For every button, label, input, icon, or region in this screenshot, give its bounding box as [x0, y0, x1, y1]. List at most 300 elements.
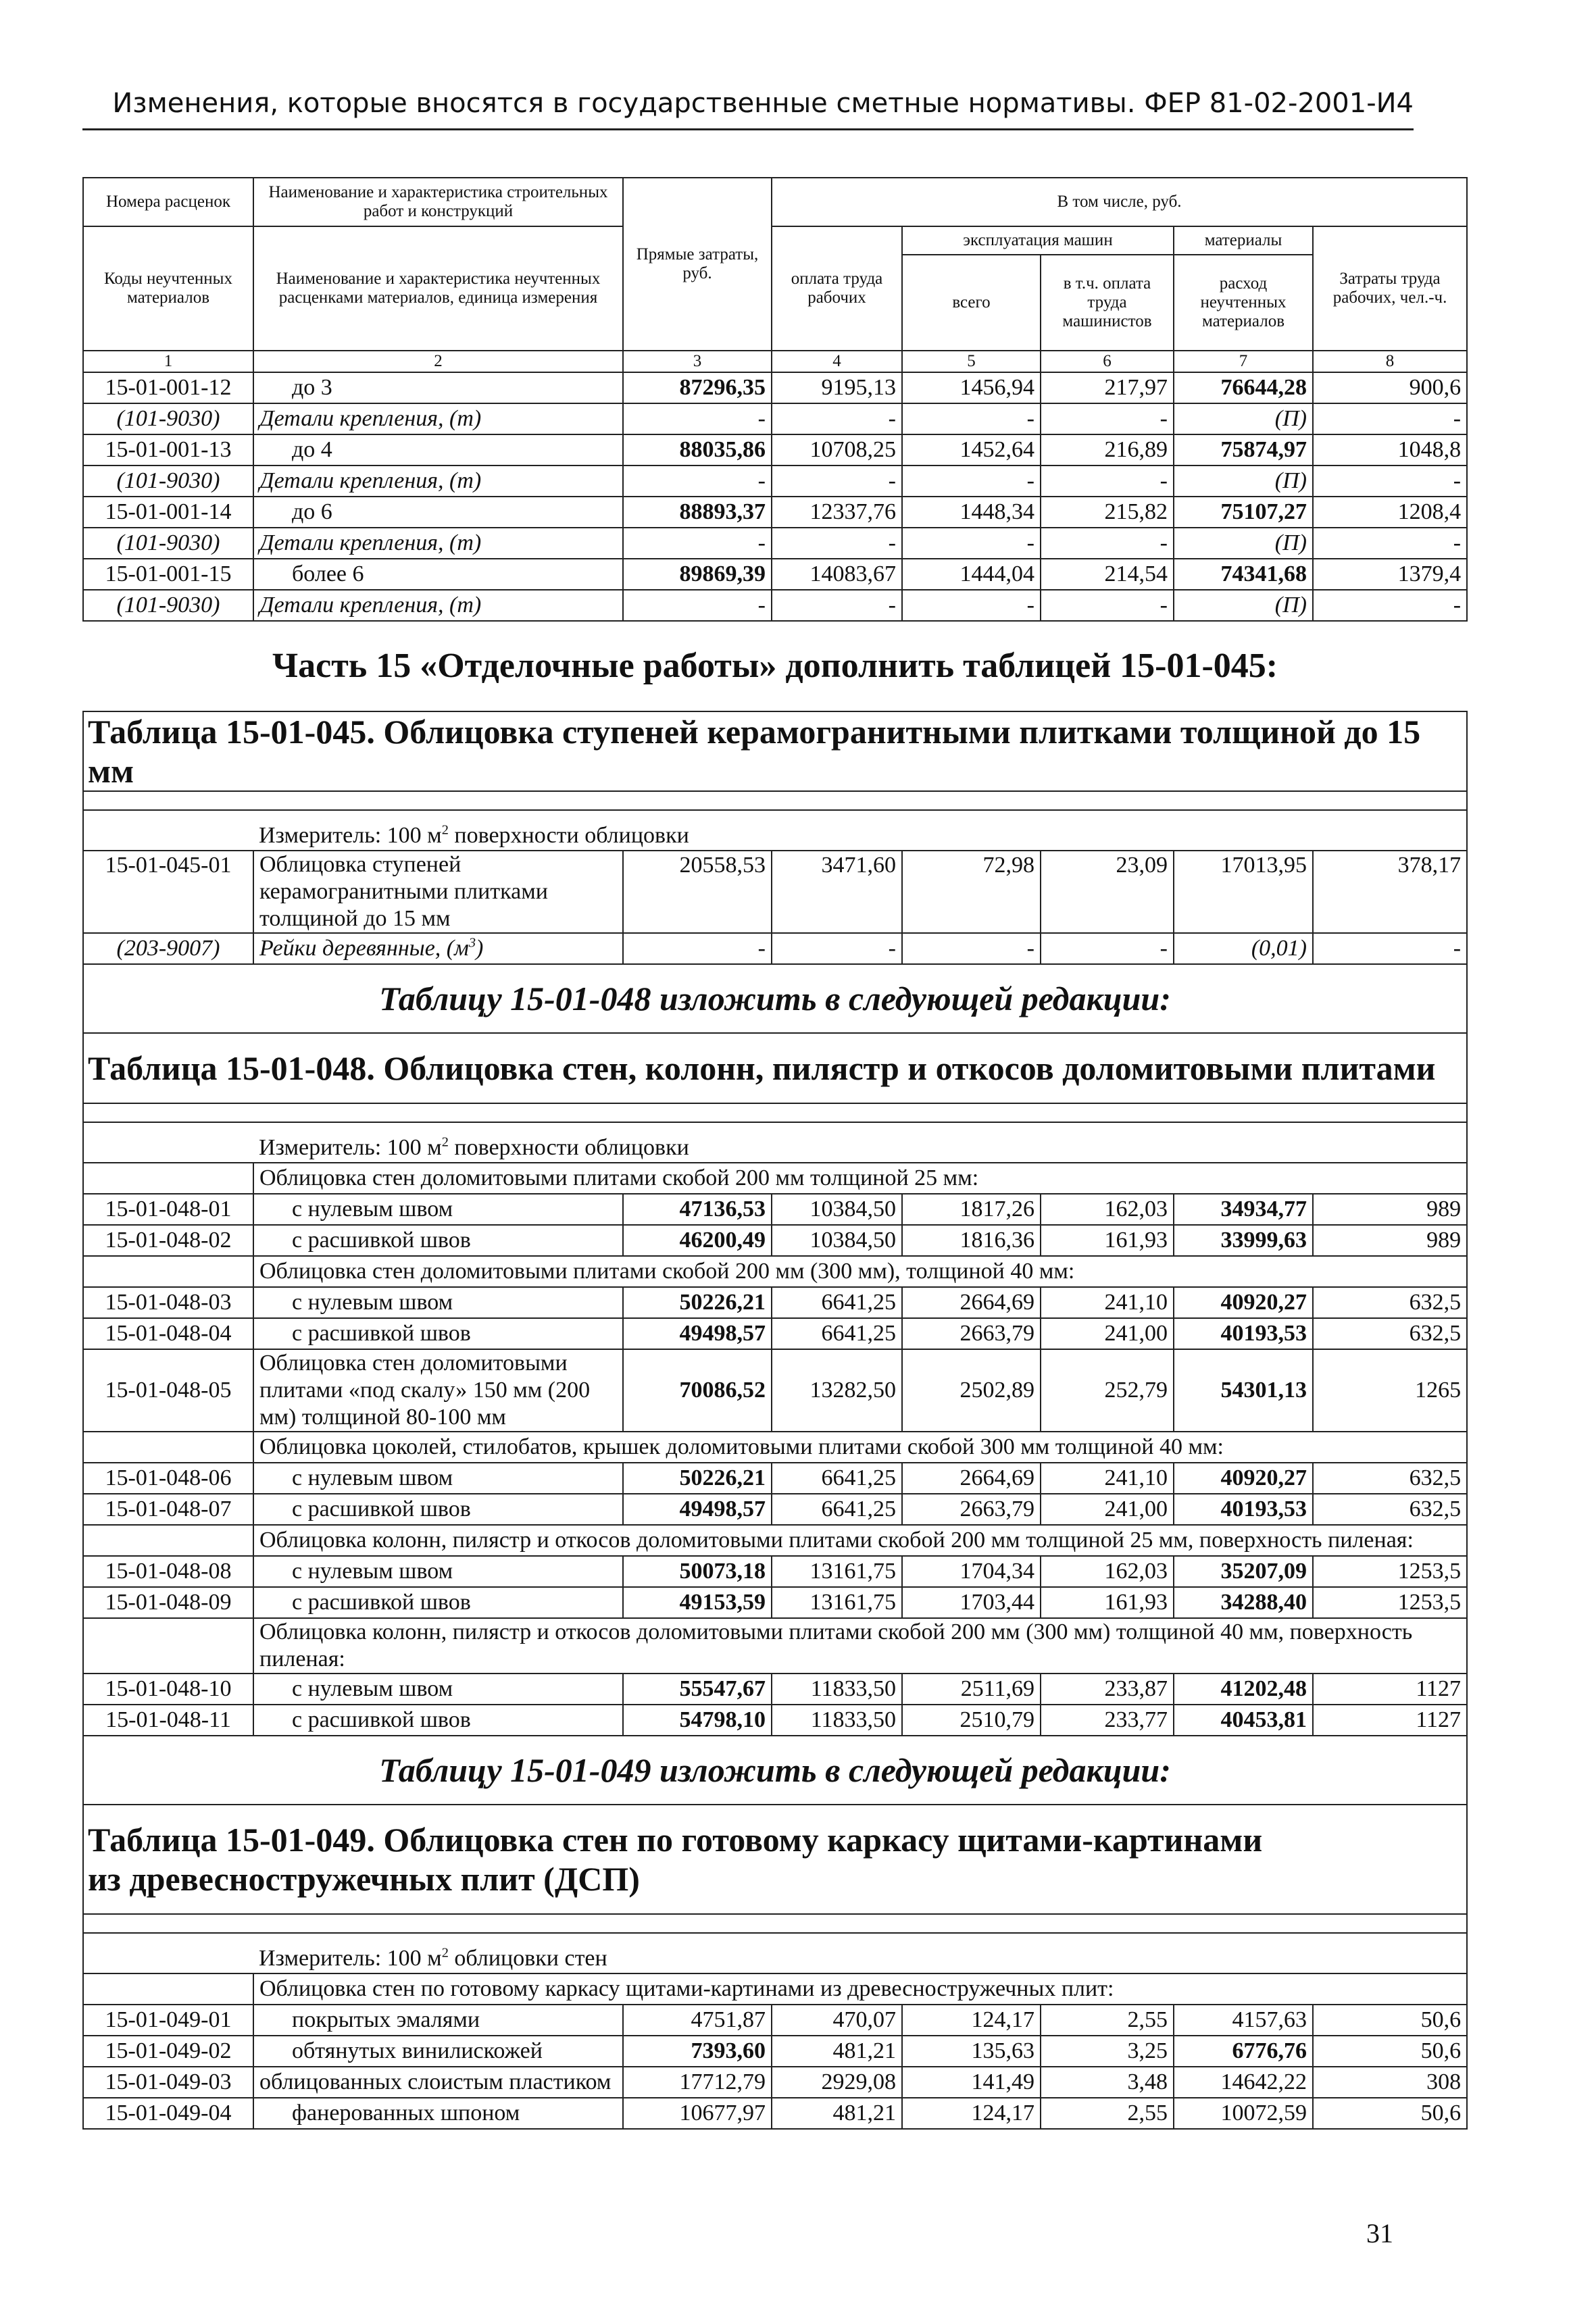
rate-code: 15-01-048-03 [83, 1287, 253, 1318]
table-row [83, 497, 1467, 528]
measure-text: Измеритель: 100 м [259, 1135, 442, 1160]
measure-blank [83, 1122, 253, 1163]
labor-hours: 989 [1313, 1194, 1467, 1225]
mat-direct: - [623, 403, 772, 434]
mat-direct: - [623, 933, 772, 964]
mat-hours: - [1313, 403, 1467, 434]
direct-cost: 88035,86 [623, 434, 772, 466]
machines-total: 1456,94 [902, 372, 1041, 403]
material-name [253, 933, 623, 964]
table-row [83, 1318, 1467, 1349]
table-title [83, 711, 1467, 791]
group-heading: Облицовка колонн, пилястр и откосов доломитовыми плитами скобой 200 мм (300 мм) толщиной 40 мм, поверхность пиленая: [253, 1618, 1467, 1674]
material-name: Детали крепления, (т) [253, 403, 623, 434]
mat-labor: - [772, 528, 902, 559]
page-number: 31 [1366, 2218, 1393, 2248]
machines-total: 2663,79 [902, 1494, 1041, 1525]
measure-unit [253, 1122, 1467, 1163]
machines-total: 1816,36 [902, 1225, 1041, 1256]
labor-hours: 1253,5 [1313, 1556, 1467, 1587]
work-name: с расшивкой швов [253, 1318, 623, 1349]
labor-pay: 11833,50 [772, 1705, 902, 1736]
machines-total: 1704,34 [902, 1556, 1041, 1587]
direct-cost: 89869,39 [623, 559, 772, 590]
col-number: 7 [1174, 351, 1313, 372]
direct-cost: 88893,37 [623, 497, 772, 528]
materials-cost: 34934,77 [1174, 1194, 1313, 1225]
material-name-sup: 3 [468, 935, 476, 951]
mat-materials: (П) [1174, 466, 1313, 497]
table-row [83, 1674, 1467, 1705]
materials-cost: 40920,27 [1174, 1287, 1313, 1318]
labor-pay: 470,07 [772, 2005, 902, 2036]
machines-total: 2664,69 [902, 1463, 1041, 1494]
labor-pay: 12337,76 [772, 497, 902, 528]
labor-hours: 308 [1313, 2067, 1467, 2098]
mat-machinists: - [1041, 403, 1174, 434]
group-row [83, 1525, 1467, 1556]
table-title [83, 1033, 1467, 1103]
mat-direct: - [623, 590, 772, 621]
work-name: более 6 [253, 559, 623, 590]
machines-total: 1817,26 [902, 1194, 1041, 1225]
direct-cost: 50073,18 [623, 1556, 772, 1587]
labor-pay: 9195,13 [772, 372, 902, 403]
measure-sup: 2 [441, 1134, 449, 1150]
mat-hours: - [1313, 933, 1467, 964]
rate-code: 15-01-048-07 [83, 1494, 253, 1525]
work-name: с нулевым швом [253, 1556, 623, 1587]
labor-hours: 1265 [1313, 1349, 1467, 1432]
head-group-machines: эксплуатация машин [902, 226, 1174, 255]
table-intro [83, 964, 1467, 1033]
table-row [83, 1225, 1467, 1256]
direct-cost: 7393,60 [623, 2036, 772, 2067]
machinists-pay: 241,10 [1041, 1463, 1174, 1494]
table-body [83, 178, 1467, 2129]
head-col7: расход неучтенных материалов [1174, 255, 1313, 351]
material-row [83, 590, 1467, 621]
machines-total: 1448,34 [902, 497, 1041, 528]
machinists-pay: 233,87 [1041, 1674, 1174, 1705]
materials-cost: 74341,68 [1174, 559, 1313, 590]
rate-code: 15-01-045-01 [83, 851, 253, 933]
labor-hours: 632,5 [1313, 1318, 1467, 1349]
materials-cost: 35207,09 [1174, 1556, 1313, 1587]
rate-code: 15-01-049-02 [83, 2036, 253, 2067]
spacer-row [83, 791, 1467, 810]
labor-hours: 50,6 [1313, 2098, 1467, 2129]
table-row [83, 851, 1467, 933]
group-row [83, 1973, 1467, 2005]
col-number: 3 [623, 351, 772, 372]
header-rule [82, 128, 1414, 130]
machinists-pay: 23,09 [1041, 851, 1174, 933]
materials-cost: 75874,97 [1174, 434, 1313, 466]
machinists-pay: 161,93 [1041, 1225, 1174, 1256]
mat-machines: - [902, 933, 1041, 964]
measure-text: облицовки стен [448, 1946, 607, 1971]
col-number: 6 [1041, 351, 1174, 372]
materials-cost: 76644,28 [1174, 372, 1313, 403]
direct-cost: 4751,87 [623, 2005, 772, 2036]
labor-pay: 10708,25 [772, 434, 902, 466]
rate-code: 15-01-048-08 [83, 1556, 253, 1587]
work-name: до 3 [253, 372, 623, 403]
machines-total: 2664,69 [902, 1287, 1041, 1318]
material-code: (101-9030) [83, 403, 253, 434]
mat-machinists: - [1041, 590, 1174, 621]
materials-cost: 6776,76 [1174, 2036, 1313, 2067]
measure-text: поверхности облицовки [448, 823, 689, 848]
materials-cost: 34288,40 [1174, 1587, 1313, 1618]
labor-pay: 11833,50 [772, 1674, 902, 1705]
mat-labor: - [772, 466, 902, 497]
materials-cost: 17013,95 [1174, 851, 1313, 933]
machines-total: 124,17 [902, 2098, 1041, 2129]
labor-hours: 1379,4 [1313, 559, 1467, 590]
machinists-pay: 2,55 [1041, 2098, 1174, 2129]
machines-total: 2663,79 [902, 1318, 1041, 1349]
material-name-text: Рейки деревянные, (м [259, 936, 469, 961]
table-row [83, 1194, 1467, 1225]
machinists-pay: 3,25 [1041, 2036, 1174, 2067]
rate-code: 15-01-048-02 [83, 1225, 253, 1256]
head-col2-bottom: Наименование и характеристика неучтенных расценками материалов, единица измерения [253, 226, 623, 351]
material-row [83, 933, 1467, 964]
work-name: с расшивкой швов [253, 1225, 623, 1256]
materials-cost: 40453,81 [1174, 1705, 1313, 1736]
labor-hours: 632,5 [1313, 1287, 1467, 1318]
materials-cost: 75107,27 [1174, 497, 1313, 528]
machines-total: 2511,69 [902, 1674, 1041, 1705]
direct-cost: 49498,57 [623, 1494, 772, 1525]
group-heading: Облицовка цоколей, стилобатов, крышек доломитовыми плитами скобой 300 мм толщиной 40 мм: [253, 1432, 1467, 1463]
material-name: Детали крепления, (т) [253, 528, 623, 559]
col-number: 5 [902, 351, 1041, 372]
head-col4: оплата труда рабочих [772, 226, 902, 351]
group-blank [83, 1256, 253, 1287]
group-row [83, 1618, 1467, 1674]
column-number-row [83, 351, 1467, 372]
machinists-pay: 241,00 [1041, 1494, 1174, 1525]
measure-row [83, 1933, 1467, 1973]
machines-total: 1452,64 [902, 434, 1041, 466]
table-row [83, 1287, 1467, 1318]
materials-cost: 14642,22 [1174, 2067, 1313, 2098]
machines-total: 1703,44 [902, 1587, 1041, 1618]
labor-pay: 6641,25 [772, 1494, 902, 1525]
materials-cost: 41202,48 [1174, 1674, 1313, 1705]
group-heading: Облицовка стен по готовому каркасу щитами-картинами из древесностружечных плит: [253, 1973, 1467, 2005]
materials-cost: 4157,63 [1174, 2005, 1313, 2036]
labor-hours: 632,5 [1313, 1463, 1467, 1494]
table-title: Таблица 15-01-048. Облицовка стен, колонн, пилястр и откосов доломитовыми плитами [83, 1033, 1467, 1103]
table-row [83, 1587, 1467, 1618]
spacer-row [83, 1914, 1467, 1933]
work-name: до 4 [253, 434, 623, 466]
labor-pay: 6641,25 [772, 1463, 902, 1494]
mat-materials: (0,01) [1174, 933, 1313, 964]
material-name: Детали крепления, (т) [253, 590, 623, 621]
machinists-pay: 162,03 [1041, 1194, 1174, 1225]
machines-total: 2502,89 [902, 1349, 1041, 1432]
table-title: Таблица 15-01-049. Облицовка стен по готовому каркасу щитами-картинами из древесностружечных плит (ДСП) [83, 1805, 1467, 1914]
rate-code: 15-01-049-01 [83, 2005, 253, 2036]
mat-hours: - [1313, 466, 1467, 497]
head-col1-top: Номера расценок [83, 178, 253, 226]
head-group-materials: материалы [1174, 226, 1313, 255]
group-blank [83, 1973, 253, 2005]
labor-pay: 13161,75 [772, 1556, 902, 1587]
rate-code: 15-01-048-06 [83, 1463, 253, 1494]
direct-cost: 47136,53 [623, 1194, 772, 1225]
rate-code: 15-01-048-01 [83, 1194, 253, 1225]
work-name: фанерованных шпоном [253, 2098, 623, 2129]
machines-total: 2510,79 [902, 1705, 1041, 1736]
table-intro [83, 1736, 1467, 1805]
labor-pay: 2929,08 [772, 2067, 902, 2098]
labor-hours: 1048,8 [1313, 434, 1467, 466]
material-name-text: ) [476, 936, 484, 961]
mat-machines: - [902, 403, 1041, 434]
material-row [83, 466, 1467, 497]
materials-cost: 54301,13 [1174, 1349, 1313, 1432]
machines-total: 72,98 [902, 851, 1041, 933]
materials-cost: 40193,53 [1174, 1318, 1313, 1349]
materials-cost: 40193,53 [1174, 1494, 1313, 1525]
measure-sup: 2 [441, 1945, 449, 1961]
mat-machines: - [902, 466, 1041, 497]
direct-cost: 50226,21 [623, 1287, 772, 1318]
mat-materials: (П) [1174, 403, 1313, 434]
material-name: Детали крепления, (т) [253, 466, 623, 497]
work-name: облицованных слоистым пластиком [253, 2067, 623, 2098]
mat-machinists: - [1041, 933, 1174, 964]
work-name: с нулевым швом [253, 1674, 623, 1705]
work-name: с нулевым швом [253, 1463, 623, 1494]
col-number: 4 [772, 351, 902, 372]
table-row [83, 1494, 1467, 1525]
mat-machinists: - [1041, 528, 1174, 559]
table-title: Таблица 15-01-045. Облицовка ступеней керамогранитными плитками толщиной до 15 мм [83, 711, 1467, 791]
labor-pay: 10384,50 [772, 1194, 902, 1225]
rate-code: 15-01-049-04 [83, 2098, 253, 2129]
mat-hours: - [1313, 590, 1467, 621]
table-row [83, 2098, 1467, 2129]
materials-cost: 33999,63 [1174, 1225, 1313, 1256]
part-heading [83, 621, 1467, 711]
material-row [83, 528, 1467, 559]
rate-code: 15-01-001-12 [83, 372, 253, 403]
labor-hours: 900,6 [1313, 372, 1467, 403]
mat-materials: (П) [1174, 528, 1313, 559]
measure-unit [253, 810, 1467, 851]
rate-code: 15-01-048-04 [83, 1318, 253, 1349]
table-row [83, 434, 1467, 466]
labor-pay: 14083,67 [772, 559, 902, 590]
work-name: Облицовка ступеней керамогранитными плитками толщиной до 15 мм [253, 851, 623, 933]
machinists-pay: 162,03 [1041, 1556, 1174, 1587]
group-blank [83, 1618, 253, 1674]
material-code: (101-9030) [83, 528, 253, 559]
direct-cost: 20558,53 [623, 851, 772, 933]
mat-labor: - [772, 933, 902, 964]
machinists-pay: 3,48 [1041, 2067, 1174, 2098]
group-heading: Облицовка стен доломитовыми плитами скобой 200 мм толщиной 25 мм: [253, 1163, 1467, 1194]
measure-row [83, 1122, 1467, 1163]
table-row [83, 2005, 1467, 2036]
work-name: до 6 [253, 497, 623, 528]
labor-hours: 1127 [1313, 1705, 1467, 1736]
machines-total: 141,49 [902, 2067, 1041, 2098]
work-name: Облицовка стен доломитовыми плитами «под скалу» 150 мм (200 мм) толщиной 80-100 мм [253, 1349, 623, 1432]
group-heading: Облицовка стен доломитовыми плитами скобой 200 мм (300 мм), толщиной 40 мм: [253, 1256, 1467, 1287]
table-row [83, 1463, 1467, 1494]
table-row [83, 2036, 1467, 2067]
mat-machinists: - [1041, 466, 1174, 497]
head-col6: в т.ч. оплата труда машинистов [1041, 255, 1174, 351]
spacer [83, 1914, 1467, 1933]
labor-hours: 989 [1313, 1225, 1467, 1256]
head-col5: всего [902, 255, 1041, 351]
spacer [83, 791, 1467, 810]
group-heading: Облицовка колонн, пилястр и откосов доломитовыми плитами скобой 200 мм толщиной 25 мм, поверхность пиленая: [253, 1525, 1467, 1556]
labor-pay: 481,21 [772, 2036, 902, 2067]
material-row [83, 403, 1467, 434]
labor-pay: 481,21 [772, 2098, 902, 2129]
measure-blank [83, 1933, 253, 1973]
rate-code: 15-01-001-14 [83, 497, 253, 528]
head-col3: Прямые затраты, руб. [623, 178, 772, 351]
labor-pay: 13161,75 [772, 1587, 902, 1618]
machinists-pay: 217,97 [1041, 372, 1174, 403]
machinists-pay: 241,00 [1041, 1318, 1174, 1349]
group-row [83, 1163, 1467, 1194]
direct-cost: 70086,52 [623, 1349, 772, 1432]
machinists-pay: 241,10 [1041, 1287, 1174, 1318]
table-row [83, 1705, 1467, 1736]
direct-cost: 50226,21 [623, 1463, 772, 1494]
part-heading: Часть 15 «Отделочные работы» дополнить таблицей 15-01-045: [83, 621, 1467, 711]
rate-code: 15-01-001-13 [83, 434, 253, 466]
work-name: с расшивкой швов [253, 1587, 623, 1618]
group-row [83, 1432, 1467, 1463]
work-name: с расшивкой швов [253, 1705, 623, 1736]
measure-text: поверхности облицовки [448, 1135, 689, 1160]
header-row-2 [83, 226, 1467, 255]
measure-row [83, 810, 1467, 851]
labor-pay: 6641,25 [772, 1318, 902, 1349]
table-row [83, 1349, 1467, 1432]
rate-code: 15-01-049-03 [83, 2067, 253, 2098]
group-blank [83, 1432, 253, 1463]
measure-blank [83, 810, 253, 851]
machinists-pay: 233,77 [1041, 1705, 1174, 1736]
material-code: (101-9030) [83, 590, 253, 621]
direct-cost: 49498,57 [623, 1318, 772, 1349]
labor-hours: 1208,4 [1313, 497, 1467, 528]
labor-pay: 6641,25 [772, 1287, 902, 1318]
labor-pay: 10384,50 [772, 1225, 902, 1256]
mat-machines: - [902, 590, 1041, 621]
mat-machines: - [902, 528, 1041, 559]
rate-code: 15-01-048-05 [83, 1349, 253, 1432]
table-row [83, 372, 1467, 403]
materials-cost: 40920,27 [1174, 1463, 1313, 1494]
group-blank [83, 1163, 253, 1194]
labor-pay: 3471,60 [772, 851, 902, 933]
mat-direct: - [623, 466, 772, 497]
direct-cost: 46200,49 [623, 1225, 772, 1256]
labor-hours: 50,6 [1313, 2036, 1467, 2067]
machinists-pay: 252,79 [1041, 1349, 1174, 1432]
mat-labor: - [772, 403, 902, 434]
machinists-pay: 216,89 [1041, 434, 1174, 466]
work-name: с нулевым швом [253, 1194, 623, 1225]
labor-hours: 378,17 [1313, 851, 1467, 933]
material-code: (203-9007) [83, 933, 253, 964]
direct-cost: 54798,10 [623, 1705, 772, 1736]
mat-labor: - [772, 590, 902, 621]
direct-cost: 17712,79 [623, 2067, 772, 2098]
labor-hours: 632,5 [1313, 1494, 1467, 1525]
spacer [83, 1103, 1467, 1122]
direct-cost: 49153,59 [623, 1587, 772, 1618]
measure-sup: 2 [441, 822, 449, 838]
materials-cost: 10072,59 [1174, 2098, 1313, 2129]
table-row [83, 1556, 1467, 1587]
measure-text: Измеритель: 100 м [259, 1946, 442, 1971]
page-header: Изменения, которые вносятся в государственные сметные нормативы. ФЕР 81-02-2001-И4 [112, 88, 1414, 119]
machinists-pay: 215,82 [1041, 497, 1174, 528]
machines-total: 124,17 [902, 2005, 1041, 2036]
labor-pay: 13282,50 [772, 1349, 902, 1432]
head-col2-top: Наименование и характеристика строительных работ и конструкций [253, 178, 623, 226]
table-intro: Таблицу 15-01-049 изложить в следующей редакции: [83, 1736, 1467, 1805]
col-number: 2 [253, 351, 623, 372]
machinists-pay: 161,93 [1041, 1587, 1174, 1618]
head-col8: Затраты труда рабочих, чел.-ч. [1313, 226, 1467, 351]
group-row [83, 1256, 1467, 1287]
rate-code: 15-01-048-10 [83, 1674, 253, 1705]
labor-hours: 50,6 [1313, 2005, 1467, 2036]
rate-code: 15-01-001-15 [83, 559, 253, 590]
spacer-row [83, 1103, 1467, 1122]
labor-hours: 1127 [1313, 1674, 1467, 1705]
mat-direct: - [623, 528, 772, 559]
measure-text: Измеритель: 100 м [259, 823, 442, 848]
machinists-pay: 214,54 [1041, 559, 1174, 590]
labor-hours: 1253,5 [1313, 1587, 1467, 1618]
estimate-table [82, 177, 1468, 2130]
mat-hours: - [1313, 528, 1467, 559]
material-code: (101-9030) [83, 466, 253, 497]
direct-cost: 55547,67 [623, 1674, 772, 1705]
machines-total: 1444,04 [902, 559, 1041, 590]
header-row-1 [83, 178, 1467, 226]
table-title [83, 1805, 1467, 1914]
rate-code: 15-01-048-09 [83, 1587, 253, 1618]
work-name: с расшивкой швов [253, 1494, 623, 1525]
head-col1-bottom: Коды неучтенных материалов [83, 226, 253, 351]
work-name: покрытых эмалями [253, 2005, 623, 2036]
direct-cost: 87296,35 [623, 372, 772, 403]
machinists-pay: 2,55 [1041, 2005, 1174, 2036]
mat-materials: (П) [1174, 590, 1313, 621]
head-group: В том числе, руб. [772, 178, 1467, 226]
work-name: обтянутых винилискожей [253, 2036, 623, 2067]
